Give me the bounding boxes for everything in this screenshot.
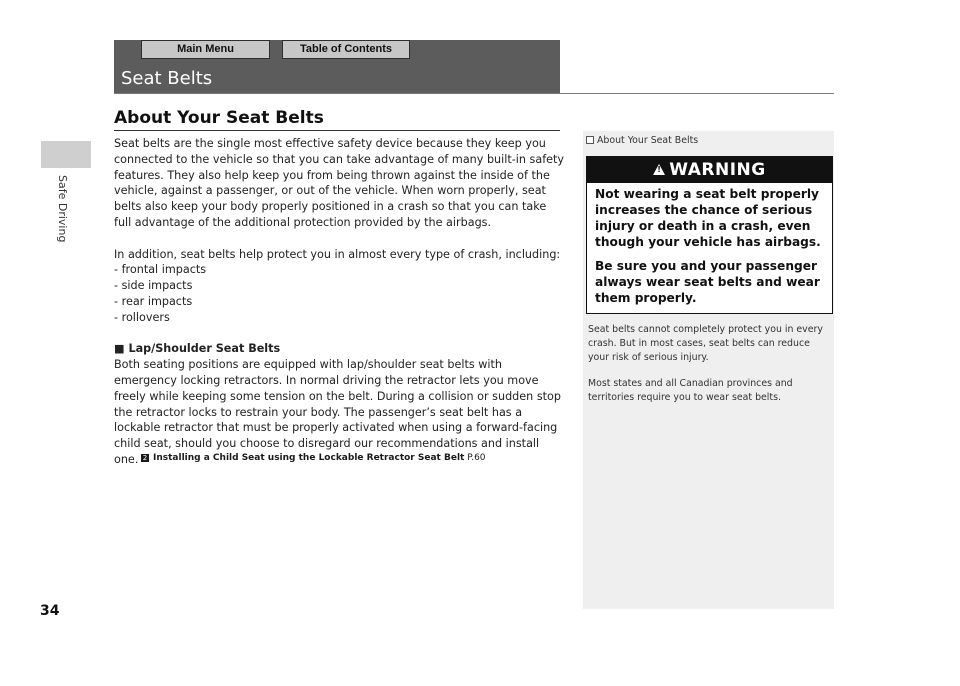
sidebar-header [586,135,698,146]
chapter-label: Safe Driving [56,175,69,243]
header-divider [114,93,834,94]
cross-reference-icon: 2 [142,453,148,462]
sidebar-note: Seat belts cannot completely protect you in every crash. But in most cases, seat belts can reduce your risk of serious injury. [588,324,823,363]
chapter-tab [41,141,91,168]
section-title: About Your Seat Belts [114,108,324,128]
lap-shoulder-paragraph: Both seating positions are equipped with lap/shoulder seat belts with emergency locking retractors. In normal driving the retractor lets you move freely while keeping some tension on the belt. During a collision or sudden stop the retractor locks to restrain your body. The passenger’s seat belt has a lockable retractor that must be properly activated when using a forward-facing child seat, should you choose to disregard our recommendations and install one. [114,358,561,466]
child-seat-cross-reference[interactable] [141,453,486,463]
section-divider [114,130,560,131]
sidebar-note: Most states and all Canadian provinces and territories require you to wear seat belts. [588,378,793,403]
intro-paragraph: Seat belts are the single most effective safety device because they keep you connected to the vehicle so that you can take advantage of many built-in safety features. They also help keep you from being thrown against the inside of the vehicle, against a passenger, or out of the vehicle. When worn properly, seat belts also keep your body properly positioned in a crash so that you can take full advantage of the additional protection provided by the airbags. [114,137,565,229]
crash-type-item: - rear impacts [114,294,193,308]
warning-body [595,186,827,314]
crash-type-item: - rollovers [114,310,170,324]
sidebar-header-text: About Your Seat Belts [597,135,699,146]
warning-triangle-icon [653,164,665,175]
sidebar-notes [588,323,832,417]
cross-reference-title[interactable]: Installing a Child Seat using the Lockable Retractor Seat Belt [153,453,465,463]
note-icon [586,136,594,144]
warning-title: WARNING [669,160,766,180]
crash-types-intro: In addition, seat belts help protect you in almost every type of crash, including: [114,247,561,261]
main-menu-button[interactable]: Main Menu [141,40,270,59]
warning-text: Be sure you and your passenger always wear seat belts and wear them properly. [595,259,820,305]
warning-header [587,157,832,183]
warning-text: Not wearing a seat belt properly increases the chance of serious injury or death in a crash, even though your vehicle has airbags. [595,187,821,249]
table-of-contents-button[interactable]: Table of Contents [282,40,410,59]
crash-type-item: - frontal impacts [114,263,207,277]
crash-type-item: - side impacts [114,279,193,293]
page-number: 34 [40,603,60,619]
lap-shoulder-heading: ■ Lap/Shoulder Seat Belts [114,342,281,356]
page-title: Seat Belts [121,68,213,89]
body-text [114,136,566,468]
warning-box [586,156,833,314]
cross-reference-page: P.60 [464,453,486,463]
